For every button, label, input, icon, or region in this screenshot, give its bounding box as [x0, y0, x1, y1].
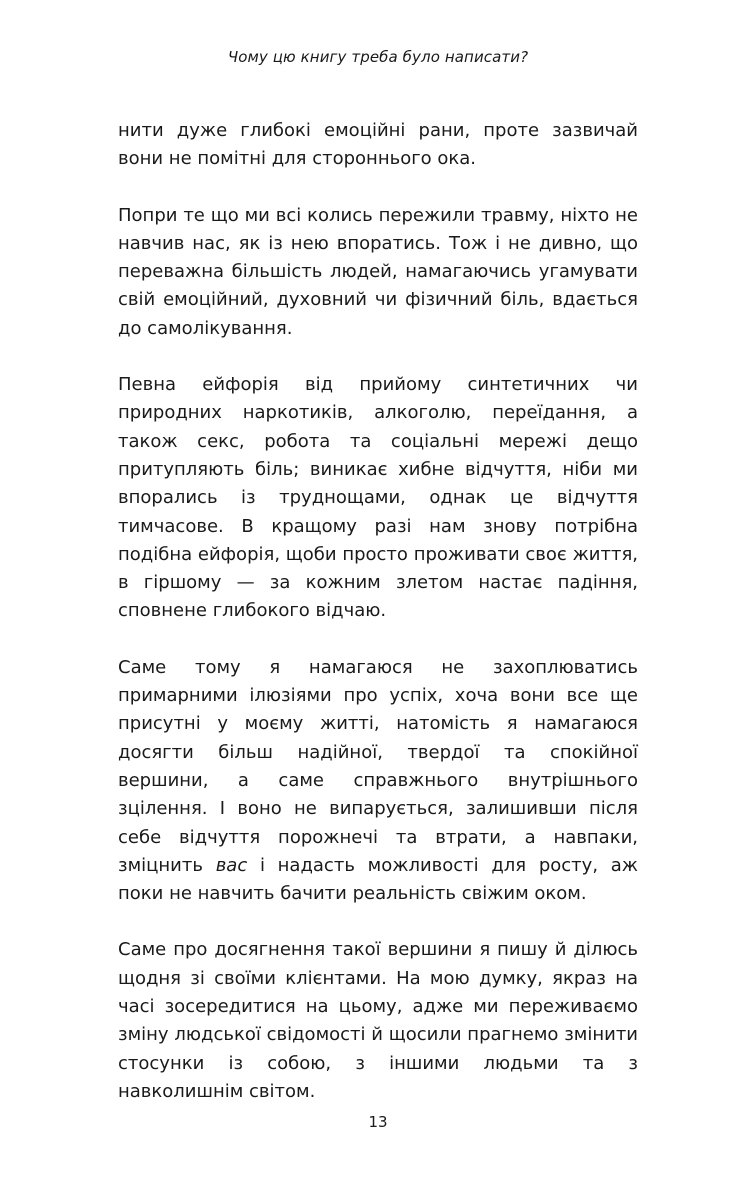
paragraph-5: Саме про досягнення такої вершини я пишу й ділюсь щодня зі своїми клієнтами. На мою думку, якраз на часі зосередитися на цьому, адже ми переживаємо зміну людської свідомості й щосили прагнемо змінити стосунки із собою, з іншими людьми та з навколишнім світом.: [118, 939, 638, 1102]
paragraph-4-text-end: і надасть можливості для росту, аж поки не навчить бачити реальність свіжим оком.: [118, 854, 638, 905]
paragraph-2: Попри те що ми всі колись пережили травму, ніхто не навчив нас, як із нею впоратись. Тож і не дивно, що переважна більшість людей, намагаючись угамувати свій емоційний, духовний чи фізичний біль, вдається до самолікування.: [118, 204, 638, 339]
paragraph-3: Певна ейфорія від прийому синтетичних чи природних наркотиків, алкоголю, переїдання, а також секс, робота та соціальні мережі дещо притупляють біль; виникає хибне відчуття, ніби ми впорались із труднощами, однак це відчуття тимчасове. В кращому разі нам знову потрібна подібна ейфорія, щоби просто проживати своє життя, в гіршому — за кожним злетом настає падіння, сповнене глибокого відчаю.: [118, 374, 638, 622]
body-text: [118, 117, 638, 1106]
paragraph-1: нити дуже глибокі емоційні рани, проте зазвичай вони не помітні для стороннього ока.: [118, 120, 638, 170]
page-number: 13: [368, 1113, 388, 1131]
paragraph-4-text-start: Саме тому я намагаюся не захоплюватись примарними ілюзіями про успіх, хоча вони все ще присутні у моєму житті, натомість я намагаюся досягти більш надійної, твердої та спокійної вершини, а саме справжнього внутрішнього зцілення. І воно не випарується, залишивши після себе відчуття порожнечі та втрати, а навпаки, зміцнить: [118, 656, 638, 876]
running-header: Чому цю книгу треба було написати?: [227, 48, 529, 66]
paragraph-4: [118, 654, 638, 909]
paragraph-4-emphasis: вас: [215, 854, 248, 876]
